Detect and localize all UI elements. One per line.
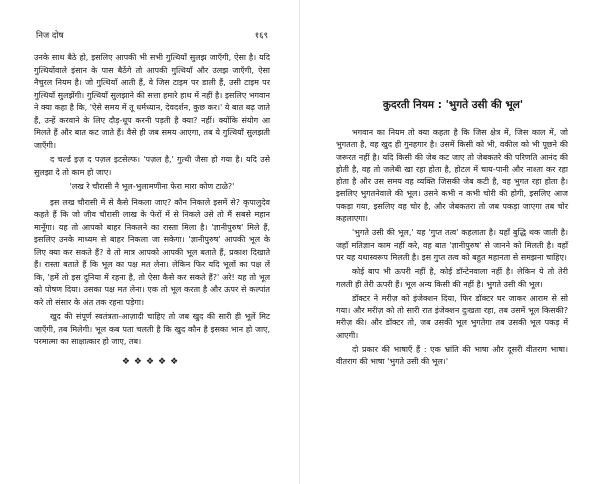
right-page [300, 0, 599, 484]
paragraph: 'भुगते उसी की भूल,' यह 'गुप्त तत्व' कहलाता है। यहाँ बुद्धि थक जाती है। जहाँ मतिज्ञान काम नहीं करे, वह बात 'ज्ञानीपुरुष' से जानने को मिलती है। वहाँ पर यह यथास्वरूप मिलती है। इस गुप्त तत्व को बहुत महानता से समझना चाहिए। [336, 228, 568, 262]
right-column-text [336, 127, 568, 371]
paragraph: द चर्ल्ड इज़ द पज़ल इटसेल्फ। 'पज़ल है,' गुत्थी जैसा हो गया है। यदि उसे सुलझा दे तो काम हो जाए। [34, 155, 270, 177]
paragraph: दो प्रकार की भाषाएँ हैं : एक भ्रांति की भाषा और दूसरी वीतराग भाषा। वीतराग की भाषा 'भुगते उसी की भूल।' [336, 345, 568, 367]
paragraph: कोई बाप भी ऊपरी नहीं है, कोई डॉन्टेनवाला नहीं है। लेकिन ये तो तेरी गलती ही तेरी ऊपरी हैं। भूल अन्य किसी की नहीं है। भुगते उसी की भूल। [336, 267, 568, 289]
paragraph: उनके साथ बैठे हो, इसलिए आपकी भी सभी गुत्थियाँ सुलझ जाएँगी, ऐसा है। यदि गुत्थियोंवाले इंसान के पास बैठेंगे तो आपकी गुत्थियाँ और उलझ जाएँगी, ऐसा नैचुरल नियम है। जो गुत्थियाँ आती हैं, वे जिस टाइम पर डाली हैं, उसी टाइम पर गुत्थियाँ सुलझेंगी। गुत्थियाँ सुलझाने की सत्ता हमारे हाथ में नहीं है। इसलिए भगवान ने क्या कहा है कि, 'ऐसे समय में तू धर्मध्यान, देवदर्शन, कुछ कर।' ये बात बढ़ जाते हैं, उन्हें करवाने के लिए दौड़-धूप करनी पड़ती है क्या? नहीं। क्योंकि संयोग आ मिलते हैं और बात कट जाते हैं। वैसे ही जब समय आएगा, तब ये गुत्थियाँ सुलझती जाएँगी। [34, 53, 270, 150]
ornament-divider: ❖❖❖❖❖ [121, 356, 183, 367]
paragraph: भगवान का नियम तो क्या कहता है कि जिस क्षेत्र में, जिस काल में, जो भुगतता है, वह खुद ही गुनहगार है। उसमें किसी को भी, वकील को भी पूछने की जरूरत नहीं है। यदि किसी की जेब कट जाए तो जेबकतरे की परिणति आनंद की होती है, वह तो जलेबी खा रहा होता है, होटल में चाय-पानी और नाश्ता कर रहा होता है और उस समय वह व्यक्ति जिसकी जेब कटी है, वह भुगत रहा होता है। इसलिए भुगतनेवाले की भूल। उसने कभी न कभी चोरी की होगी, इसलिए आज पकड़ा गया, इसलिए वह चोर है, और जेबकतरा तो जब पकड़ा जाएगा तब चोर कहलाएगा। [336, 128, 568, 224]
paragraph: खुद की संपूर्ण स्वतंत्रता-आज़ादी चाहिए तो जब खुद की सारी ही भूलें मिट जाएँगी, तब मिलेगी। भूल कब पता चलती है कि खुद कौन है इसका भान हो जाए, परमात्मा का साक्षात्कार हो जाए, तब। [34, 312, 270, 346]
page-number: १६९ [254, 31, 268, 41]
section-title: कुदरती नियम : 'भुगते उसी की भूल' [382, 99, 524, 111]
paragraph: डॉक्टर ने मरीज़ को इंजेक्शन दिया, फिर डॉक्टर घर जाकर आराम से सो गया। और मरीज़ को तो सारी रात इंजेक्शन दुःखता रहा, तब उसमें भूल किसकी? मरीज़ की। और डॉक्टर तो, जब उसकी भूल भुगतेगा तब उसकी भूल पकड़ में आएगी। [336, 293, 568, 340]
chapter-title: निज दोष [36, 31, 64, 41]
left-column-text [34, 52, 270, 368]
block-quote: 'लख रे चौरासी नै भूल-भुलामणीना फेरा मारा कोण टाळे?' [69, 182, 235, 191]
page-header [36, 30, 268, 41]
paragraph: इस लख चौरासी में से कैसे निकला जाए? कौन निकाले इसमें से? कृपालुदेव कहते हैं कि जो जीव चौरासी लाख के फेरों में से निकले उसे तो मैं सबसे महान मानूँगा। यह तो आपको बाहर निकलने का रास्ता मिला है। 'ज्ञानीपुरुष' मिले हैं, इसलिए उनके माध्यम से बाहर निकला जा सकेगा। 'ज्ञानीपुरुष' आपकी भूल के लिए क्या कर सकते हैं? वे तो मात्र आपको आपकी भूल बताते हैं, प्रकाश दिखाते हैं। रास्ता बताते हैं कि भूल का पक्ष मत लेना। लेकिन फिर यदि भूलों का पक्ष लें कि, 'हमें तो इस दुनिया में रहना है, तो ऐसा कैसे कर सकते हैं?' अरे! यह तो भूल को पोषण दिया। उसका पक्ष मत लेना। एक तो भूल करता है और ऊपर से कल्पांत करे तो संसार के अंत तक रहना पड़ेगा। [34, 197, 270, 307]
left-page [0, 0, 299, 484]
